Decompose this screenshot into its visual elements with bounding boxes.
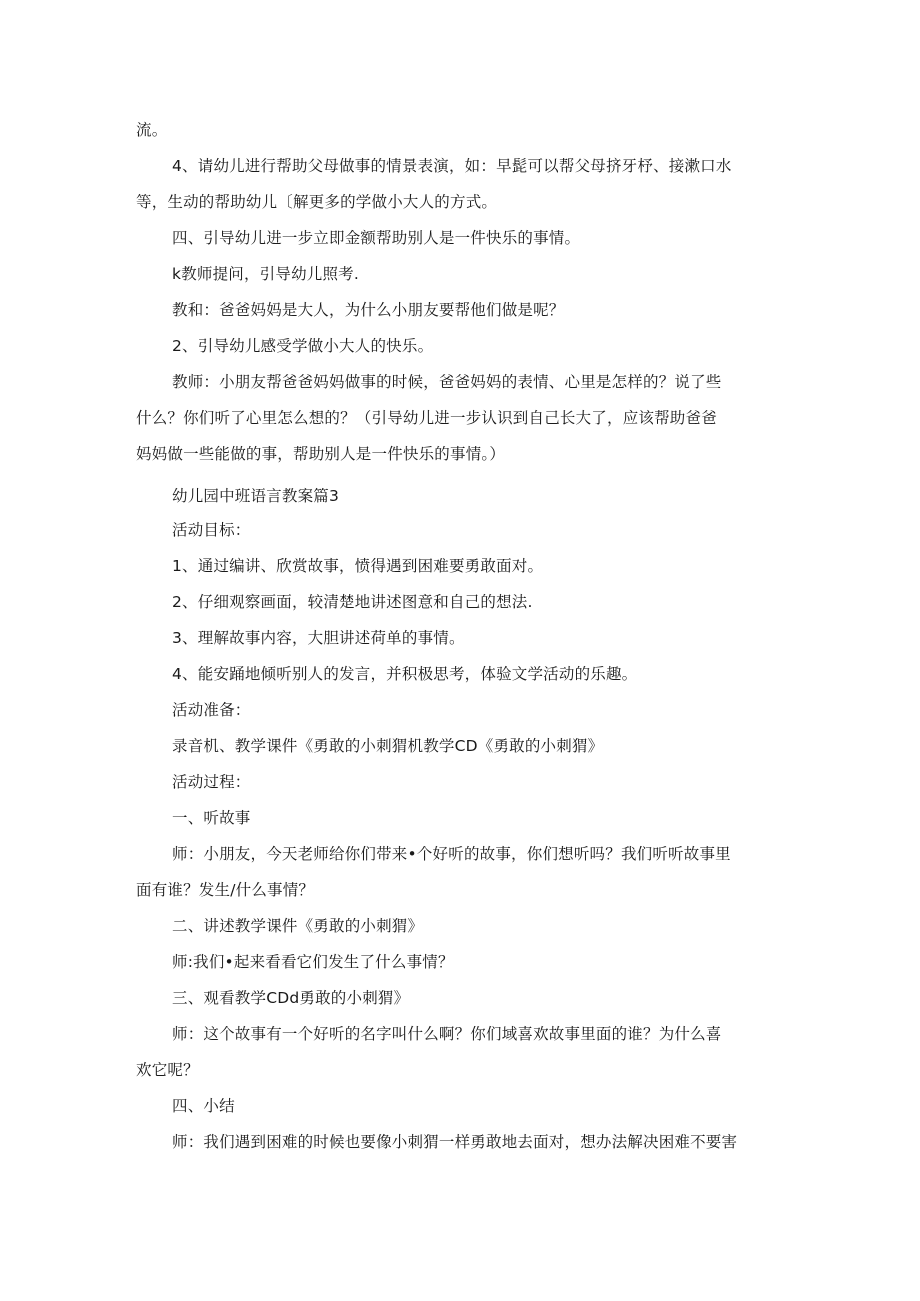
text-line: 等，生动的帮助幼儿〔解更多的学做小大人的方式。 <box>136 193 498 211</box>
text-line: 师：这个故事有一个好听的名字叫什么啊？你们域喜欢故事里面的谁？为什么喜 <box>172 1025 722 1043</box>
text-line: 二、讲述教学课件《勇敢的小刺猬》 <box>172 917 424 935</box>
text-line: 四、小结 <box>172 1097 235 1115</box>
text-line: 什么？你们听了心里怎么想的？（引导幼儿进一步认识到自己长大了，应该帮助爸爸 <box>136 409 717 427</box>
text-line: 1、通过编讲、欣赏故事，愤得遇到困难要勇敢面对。 <box>172 557 544 575</box>
text-line: 面有谁？发生/什么事情？ <box>136 881 315 899</box>
text-line: 3、理解故事内容，大胆讲述荷单的事情。 <box>172 629 465 647</box>
text-line: 欢它呢？ <box>136 1061 199 1079</box>
text-line: 活动过程： <box>172 773 251 791</box>
text-line: 师：小朋友，今天老师给你们带来•个好听的故事，你们想听吗？我们听听故事里 <box>172 845 731 863</box>
text-line: 录音机、教学课件《勇敢的小刺猬机教学CD《勇敢的小刺猬》 <box>172 737 604 755</box>
text-line: k教师提问，引导幼儿照考. <box>172 265 360 283</box>
text-line: 4、请幼儿进行帮助父母做事的情景表演，如：早髭可以帮父母挤牙杼、接漱口水 <box>172 157 732 175</box>
text-line: 活动目标： <box>172 521 251 539</box>
text-line: 2、引导幼儿感受学做小大人的快乐。 <box>172 337 434 355</box>
text-line: 一、听故事 <box>172 809 251 827</box>
text-line: 流。 <box>136 121 168 139</box>
text-line: 师：我们遇到困难的时候也要像小刺猬一样勇敢地去面对，想办法解决困难不要害 <box>172 1133 738 1151</box>
text-line: 活动准备： <box>172 701 251 719</box>
text-line: 师:我们•起来看看它们发生了什么事情？ <box>172 953 454 971</box>
text-line: 教师：小朋友帮爸爸妈妈做事的时候，爸爸妈妈的表情、心里是怎样的？说了些 <box>172 373 722 391</box>
text-line: 妈妈做一些能做的事，帮助别人是一件快乐的事情。） <box>136 445 506 463</box>
text-line: 教和：爸爸妈妈是大人，为什么小朋友要帮他们做是呢？ <box>172 301 565 319</box>
text-line: 三、观看教学CDd勇敢的小刺猬》 <box>172 989 410 1007</box>
text-line: 四、引导幼儿进一步立即金额帮助别人是一件快乐的事情。 <box>172 229 581 247</box>
text-line: 2、仔细观察画面，较清楚地讲述图意和自己的想法. <box>172 593 533 611</box>
section-heading: 幼儿园中班语言教案篇3 <box>172 487 340 505</box>
text-line: 4、能安踊地倾听别人的发言，并积极思考，体验文学活动的乐趣。 <box>172 665 638 683</box>
